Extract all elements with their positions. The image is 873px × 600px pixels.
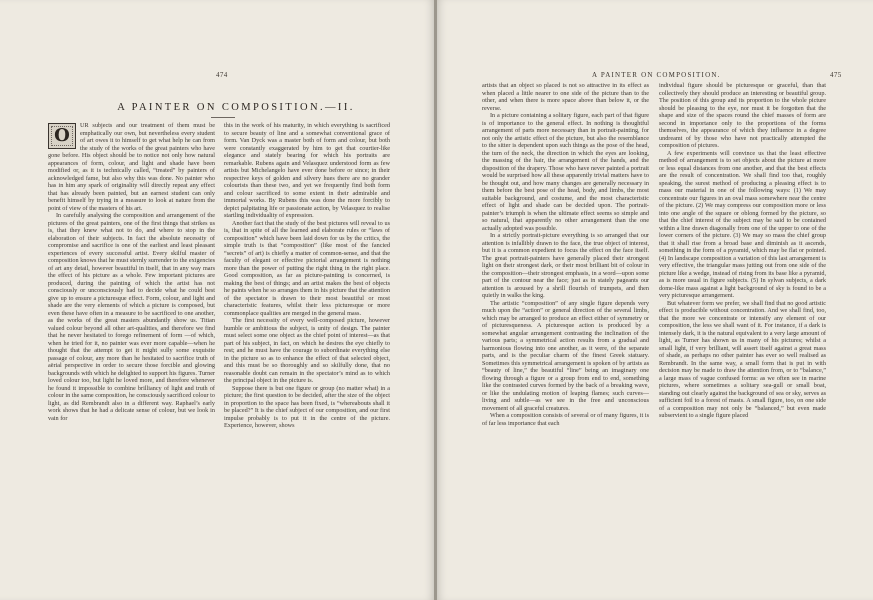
right-column-1 <box>482 82 649 590</box>
left-column-2 <box>224 122 390 590</box>
paragraph: Suppose there is but one figure or group (no matter what) in a picture; the first question to be decided, after the size of the object in proportion to the space has been fixed, is “whereabouts shall it be placed?” It is the chief subject of our composition, and our first impulse probably is to put it in the centre of the picture. Experience, however, shows <box>224 384 390 429</box>
left-page <box>0 0 434 600</box>
running-head: A PAINTER ON COMPOSITION. <box>592 71 721 79</box>
page-number-right: 475 <box>830 71 842 79</box>
paragraph: this in the work of his maturity, in which everything is sacrificed to secure beauty of line and a somewhat conventional grace of form. Van Dyck was a master both of form and colour, but both were constantly exaggerated by him to get that courtier-like elegance and stately bearing for which his portraits are remarkable. Rubens again and Velasquez understood form as few artists but Michelangelo have ever done before or since; in their respective keys of golden and silvery hues there are no grander colourists than these two, and yet we frequently find both form and colour sacrificed to some extent in their admirable and immortal works. By Rubens this was done the more forcibly to depict palpitating life or passionate action, by Velasquez to realise startling individuality of expression. <box>224 122 390 219</box>
paragraph: Another fact that the study of the best pictures will reveal to us is, that in spite of all the learned and elaborate rules or “laws of composition” which have been laid down for us by the critics, the simple truth is that “composition” (like most of the fancied “secrets” of art) is chiefly a matter of common-sense, and that the faculty of elegant or effective pictorial arrangement is nothing more than the power of putting the right thing in the right place. Good composition, as far as picture-painting is concerned, is making the best of things; and an artist makes the best of objects he paints when he so arranges them in his picture that the attention of the spectator is drawn to their most beautiful or most characteristic features, whilst their less picturesque or more commonplace qualities are merged in the general mass. <box>224 219 390 317</box>
paragraph: A few experiments will convince us that the least effective method of arrangement is to set objects about the picture at more or less equal distances from one another, and that the best effects are the result of concentration. We shall find too that, roughly speaking, the surest method of producing a pleasing effect is to mass our material in one of the following ways: (1) We may concentrate our figures in an oval mass somewhere near the centre of the picture. (2) We may compress our composition more or less into one angle of the square or oblong formed by the picture, so that the chief interest of the subject may be said to be contained within a line drawn diagonally from one of the upper to one of the lower corners of the picture. (3) We may so mass the chief group that it shall rise from a broad base and diminish as it ascends, something in the form of a pyramid, which may be flat or pointed. (4) In landscape composition a variation of this last arrangement is very effective, the triangular mass jutting out from one side of the picture like a wedge, instead of rising from its base like a pyramid, as is more usual in figure subjects. (5) In sylvan subjects, a dark dome-like mass against a light background of sky is found to be a very picturesque arrangement. <box>659 149 826 299</box>
drop-cap-letter: O <box>54 125 70 147</box>
paragraph: The artistic “composition” of any single figure depends very much upon the “action” or general direction of the several limbs, which may be arranged to produce an effect either of symmetry or of picturesqueness. A picturesque action is produced by a somewhat angular arrangement contrasting the inclination of the various parts; a symmetrical action results from a gradual and harmonious flowing into one another, as it were, of the separate parts, and is the peculiar charm of the finest Greek statuary. Sometimes this symmetrical arrangement is spoken of by artists as “beauty of line,” the beautiful “line” being an imaginary one flowing through a figure or a group from end to end, something like the contrasted curves formed by the back of a breaking wave, or like the undulating motion of leaping flames; such curves—living and subtle—as we see in the free and unconscious movement of all graceful creatures. <box>482 299 649 412</box>
paragraph: The first necessity of every well-composed picture, however humble or ambitious the subject, is unity of design. The painter must select some one object as the chief point of interest—as that part of his subject, in fact, on which he desires the eye chiefly to rest; and he must have the courage to subordinate everything else in the picture so as to enhance the effect of that selected object, and this must be so thoroughly and so skilfully done, that no reasonable doubt can remain in the spectator’s mind as to which the principal object in the picture is. <box>224 317 390 384</box>
paragraph: In carefully analysing the composition and arrangement of the pictures of the great painters, one of the first things that strikes us is, that they knew what not to do, and where to stop in the elaboration of their subjects. In fact the absolute necessity of compromise and sacrifice is one of the earliest and least pleasant experiences of every successful artist. Every skilful master of composition knows that he must sternly surrender to the exigencies of art any detail, however beautiful in itself, that in any way mars the effect of his picture as a whole. Few important pictures are produced, during the painting of which the artist has not consciously or unconsciously had to decide what he could best give up to ensure a picturesque effect. Form, colour, and light and shade are the very elements of which a picture is composed, but even these have often in a measure to be sacrificed to one another, as the works of the great masters abundantly show us. Titian valued colour beyond all other art-qualities, and therefore we find that he never hesitated to forego refinement of form —of which, when he tried for it, no painter was ever more capable—when he thought that the attempt to get it might sully some exquisite passage of colour, any more than he hesitated to sacrifice truth of aërial perspective in order to secure those forcible and glowing backgrounds with which he delighted to support his figures. Turner loved colour too, but light he loved more, and therefore whenever he found it impossible to combine brilliancy of light and truth of colour in the same composition, he consciously sacrificed colour to light, as did Rembrandt also in a different way. Raphael’s early work shows that he had a delicate sense of colour, but we look in vain for <box>48 212 215 422</box>
left-column-1 <box>48 122 215 590</box>
drop-cap-ornament <box>48 123 76 149</box>
paragraph: individual figure should be picturesque or graceful, than that collectively they should produce an interesting or beautiful group. The position of this group and its proportion to the whole picture should be pleasing to the eye, nor must it be forgotten that the shape and size of the spaces round the chief masses of form are second in importance only to the proportions of the forms themselves, the appearance of which they influence in a degree undreamt of by those who have not practically attempted the composition of pictures. <box>659 82 826 149</box>
paragraph: When a composition consists of several or of many figures, it is of far less importance that each <box>482 412 649 427</box>
right-page <box>437 0 873 600</box>
paragraph-text: UR subjects and our treatment of them must be emphatically our own, but nevertheless every student of art owes it to himself to get what help he can from the study of the works of the great painters who have gone before. His object should be to notice not only how natural appearances of form, colour, and light and shade have been modified or, as it is technically called, “treated” by painters of acknowledged fame, but also why this was done. No painter who has in him any spark of originality will directly repeat any effect that has already been painted, but an earnest student can only benefit himself by trying in a measure to look at nature from the point of view of the masters of his art. <box>48 122 215 212</box>
page-number-left: 474 <box>216 71 228 79</box>
paragraph: But whatever form we prefer, we shall find that no good artistic effect is producible without concentration. And we shall find, too, that the more we concentrate or intensify any element of our composition, the less we shall want of it. For instance, if a dark is intensely dark, it is the natural equivalent to a very large amount of light, as Turner has shown us in many of his pictures; whilst a small light, if very brilliant, will assert itself against a great mass of shade, as perhaps no other painter has ever so well realised as Rembrandt. In the same way, a small form that is put in with decision may be made to draw the attention from, or to “balance,” a large mass of vague confused forms: as we often see in marine pictures, where sometimes a solitary sea-gull or small boat, standing out clearly against the background of sea or sky, serves as sufficient foil to a forest of masts. A small figure, too, on one side of a composition may not only be “balanced,” but even made subservient to a single figure placed <box>659 299 826 419</box>
paragraph: artists that an object so placed is not so attractive in its effect as when placed a little nearer to one side of the picture than to the other, and when there is more space above than below it, or the reverse. <box>482 82 649 112</box>
right-column-2 <box>659 82 826 590</box>
paragraph <box>48 122 215 212</box>
paragraph: In a strictly portrait-picture everything is so arranged that our attention is infallibly drawn to the face, the true object of interest, but it is a common expedient to focus the effect on the face itself. The great portrait-painters have generally placed their strongest light on their strongest dark, or their most brilliant bit of colour in the composition—their strongest emphasis, in a word—upon some part of the contour near the face; just as in stately pageants our attention is aroused by a shrill flourish of trumpets, and then quietly in walks the king. <box>482 232 649 299</box>
title-rule <box>211 117 235 118</box>
paragraph: In a picture containing a solitary figure, each part of that figure is of importance to the general effect. In nothing is thoughtful arrangement of parts more necessary than in portrait-painting, for not only the artistic effect of the picture, but also the resemblance to the sitter is dependent upon such things as the pose of the head, the turn of the neck, the direction in which the eyes are looking, the massing of the hair, the arrangement of the hands, and the disposition of the drapery. Those who have never painted a portrait would be surprised how all these apparently trivial matters have to be thought out, and how many changes are generally necessary in them before the best pose of the head, body, and limbs, the most suitable background, and costume, and the most characteristic effect of light and shade can be decided upon. The portrait-painter’s triumph is when the ultimate effect seems so simple and so natural, that apparently no other arrangement than the one actually adopted was possible. <box>482 112 649 232</box>
article-title: A PAINTER ON COMPOSITION.—II. <box>117 102 355 113</box>
